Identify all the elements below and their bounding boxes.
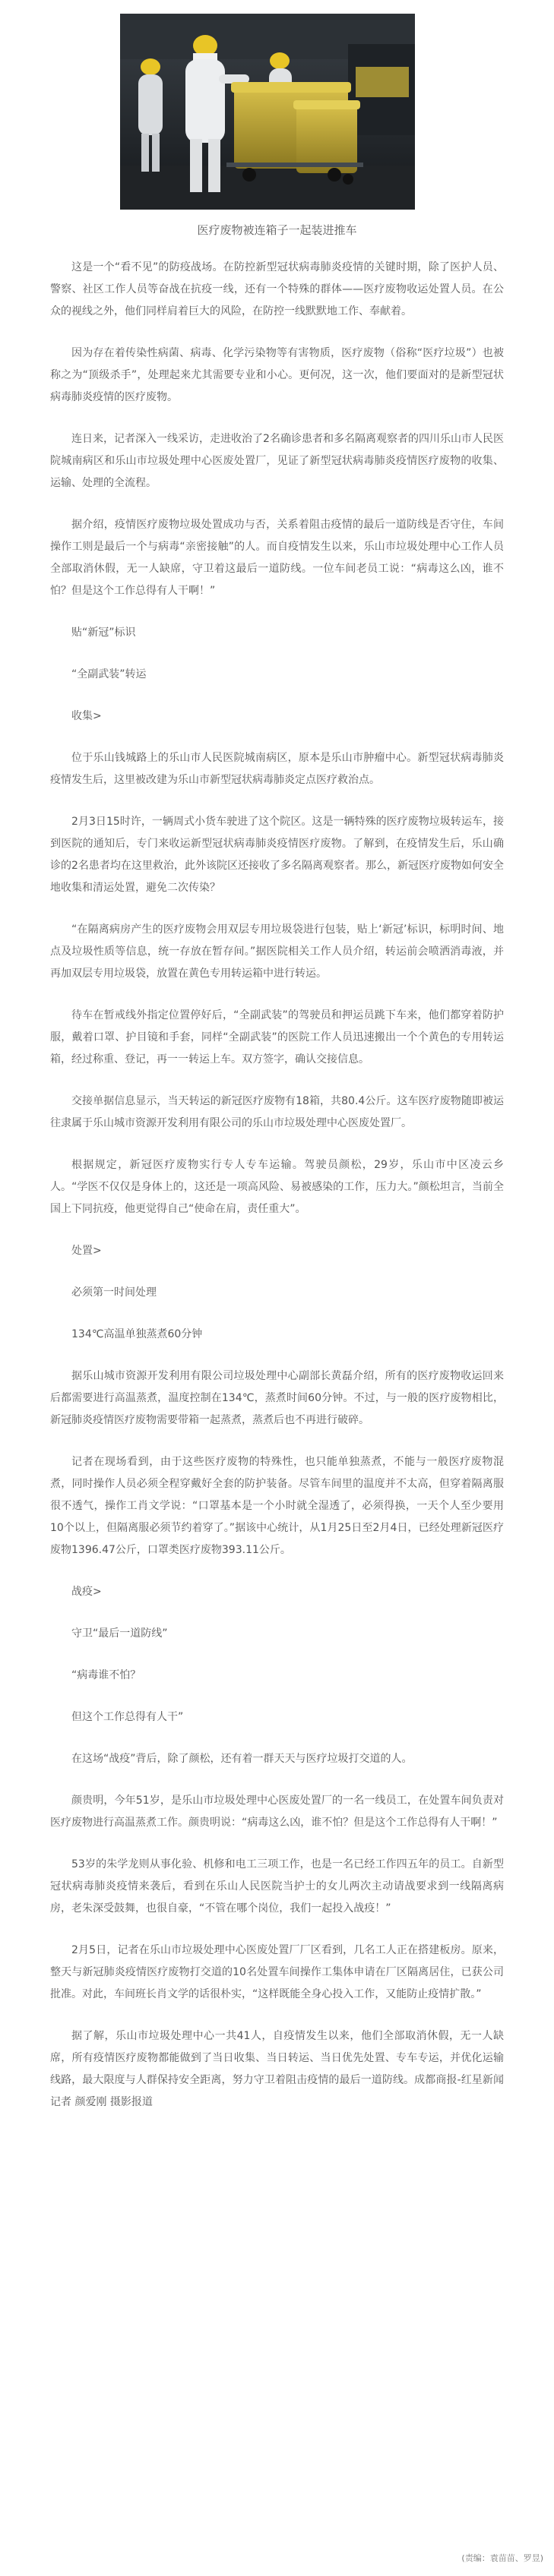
paragraph: 位于乐山钱城路上的乐山市人民医院城南病区，原本是乐山市肿瘤中心。新型冠状病毒肺炎疫情发生后，这里被改建为乐山市新型冠状病毒肺炎定点医疗救治点。 [50, 752, 504, 786]
section-heading: 必须第一时间处理 [71, 1286, 157, 1299]
section-heading: 134℃高温单独蒸煮60分钟 [71, 1328, 203, 1340]
section-heading: 贴“新冠”标识 [71, 627, 136, 639]
paragraph: 据乐山城市资源开发利用有限公司垃圾处理中心副部长黄磊介绍，所有的医疗废物收运回来后都需要进行高温蒸煮，温度控制在134℃，蒸煮时间60分钟。不过，与一般的医疗废物相比，新冠肺炎疫情医疗废物需要带箱一起蒸煮，蒸煮后也不再进行破碎。 [50, 1370, 504, 1426]
photo-caption: 医疗废物被连箱子一起装进推车 [197, 223, 357, 237]
paragraph: 因为存在着传染性病菌、病毒、化学污染物等有害物质，医疗废物（俗称“医疗垃圾”）也被称之为“顶级杀手”，处理起来尤其需要专业和小心。更何况，这一次，他们要面对的是新型冠状病毒肺炎疫情的医疗废物。 [50, 347, 504, 403]
photo-medical-waste-workers-icon [120, 14, 415, 210]
section-heading: “病毒谁不怕？ [71, 1669, 141, 1681]
paragraph: 据了解，乐山市垃圾处理中心一共41人，自疫情发生以来，他们全部取消休假，无一人缺席，所有疫情医疗废物都能做到了当日收集、当日转运、当日优先处置、专车专运，并优化运输线路，最大限度与人群保持安全距离，努力守卫着阻击疫情的最后一道防线。成都商报-红星新闻记者 颜爱刚 摄影报道 [50, 2030, 504, 2108]
section-heading: 战疫> [71, 1586, 102, 1598]
section-heading: 收集> [71, 710, 102, 722]
paragraph: 记者在现场看到，由于这些医疗废物的特殊性，也只能单独蒸煮，不能与一般医疗废物混煮，同时操作人员必须全程穿戴好全套的防护装备。尽管车间里的温度并不太高，但穿着隔离服很不透气，操作工肖文学说：“口罩基本是一个小时就全湿透了，必须得换，一天个人至少要用10个以上，但隔离服必须节约着穿了。”据该中心统计，从1月25日至2月4日，已经处理新冠医疗废物1396.47公斤，口罩类医疗废物393.11公斤。 [50, 1456, 504, 1556]
paragraph: 据介绍，疫情医疗废物垃圾处置成功与否，关系着阻击疫情的最后一道防线是否守住，车间操作工则是最后一个与病毒“亲密接触”的人。而自疫情发生以来，乐山市垃圾处理中心工作人员全部取消休假，无一人缺席，守卫着这最后一道防线。一位车间老员工说：“病毒这么凶，谁不怕？但是这个工作总得有人干啊！” [50, 519, 504, 597]
paragraph: 连日来，记者深入一线采访，走进收治了2名确诊患者和多名隔离观察者的四川乐山市人民医院城南病区和乐山市垃圾处理中心医废处置厂，见证了新型冠状病毒肺炎疫情医疗废物的收集、运输、处理的全流程。 [50, 433, 504, 489]
editor-credit: (责编：袁苗苗、罗昱) [461, 2553, 543, 2563]
paragraph: 颜贵明，今年51岁，是乐山市垃圾处理中心医废处置厂的一名一线员工，在处置车间负责对医疗废物进行高温蒸煮工作。颜贵明说：“病毒这么凶，谁不怕？但是这个工作总得有人干啊！” [50, 1795, 504, 1829]
paragraph: 2月5日，记者在乐山市垃圾处理中心医废处置厂厂区看到，几名工人正在搭建板房。原来，整天与新冠肺炎疫情医疗废物打交道的10名处置车间操作工集体申请在厂区隔离居住，已获公司批准。对此，车间班长肖文学的话很朴实，“这样既能全身心投入工作，又能防止疫情扩散。” [50, 1944, 504, 2000]
paragraph: 2月3日15时许，一辆周式小货车驶进了这个院区。这是一辆特殊的医疗废物垃圾转运车，接到医院的通知后，专门来收运新型冠状病毒肺炎疫情医疗废物。了解到，在疫情发生后，乐山确诊的2名患者均在这里救治，此外该院区还接收了多名隔离观察者。那么，新冠医疗废物如何安全地收集和清运处置，避免二次传染？ [50, 816, 504, 894]
paragraph: 53岁的朱学龙则从事化验、机修和电工三项工作，也是一名已经工作四五年的员工。自新型冠状病毒肺炎疫情来袭后，看到在乐山人民医院当护士的女儿两次主动请战要求到一线隔离病房，老朱深受鼓舞，也很自豪，“不管在哪个岗位，我们一起投入战疫！” [50, 1858, 504, 1915]
paragraph: 这是一个“看不见”的防疫战场。在防控新型冠状病毒肺炎疫情的关键时期，除了医护人员、警察、社区工作人员等奋战在抗疫一线，还有一个特殊的群体——医疗废物收运处置人员。在公众的视线之外，他们同样肩着巨大的风险，在防控一线默默地工作、奉献着。 [50, 261, 504, 317]
section-heading: 守卫“最后一道防线” [71, 1627, 168, 1640]
section-heading: “全副武装”转运 [71, 668, 147, 680]
paragraph: 交接单据信息显示，当天转运的新冠医疗废物有18箱，共80.4公斤。这车医疗废物随即被运往隶属于乐山城市资源开发利用有限公司的乐山市垃圾处理中心医废处置厂。 [50, 1095, 504, 1129]
section-heading: 但这个工作总得有人干” [71, 1711, 184, 1723]
section-heading: 处置> [71, 1245, 102, 1257]
news-photo [120, 14, 415, 210]
paragraph: 待车在暂戒线外指定位置停好后，“全副武装”的驾驶员和押运员跳下车来，他们都穿着防护服，戴着口罩、护目镜和手套，同样“全副武装”的医院工作人员迅速搬出一个个黄色的专用转运箱，经过称重、登记，再一一转运上车。双方签字，确认交接信息。 [50, 1009, 504, 1065]
article-body [50, 257, 504, 2114]
paragraph: “在隔离病房产生的医疗废物会用双层专用垃圾袋进行包装，贴上‘新冠’标识，标明时间、地点及垃圾性质等信息，统一存放在暂存间。”据医院相关工作人员介绍，转运前会喷洒消毒液，并再加双层专用垃圾袋，放置在黄色专用转运箱中进行转运。 [50, 923, 504, 980]
paragraph: 在这场“战疫”背后，除了颜松，还有着一群天天与医疗垃圾打交道的人。 [71, 1753, 413, 1765]
paragraph: 根据规定，新冠医疗废物实行专人专车运输。驾驶员颜松，29岁，乐山市中区凌云乡人。“学医不仅仅是身体上的，这还是一项高风险、易被感染的工作，压力大。”颜松坦言，当前全国上下同抗疫，他更觉得自己“使命在肩，责任重大”。 [50, 1159, 504, 1215]
